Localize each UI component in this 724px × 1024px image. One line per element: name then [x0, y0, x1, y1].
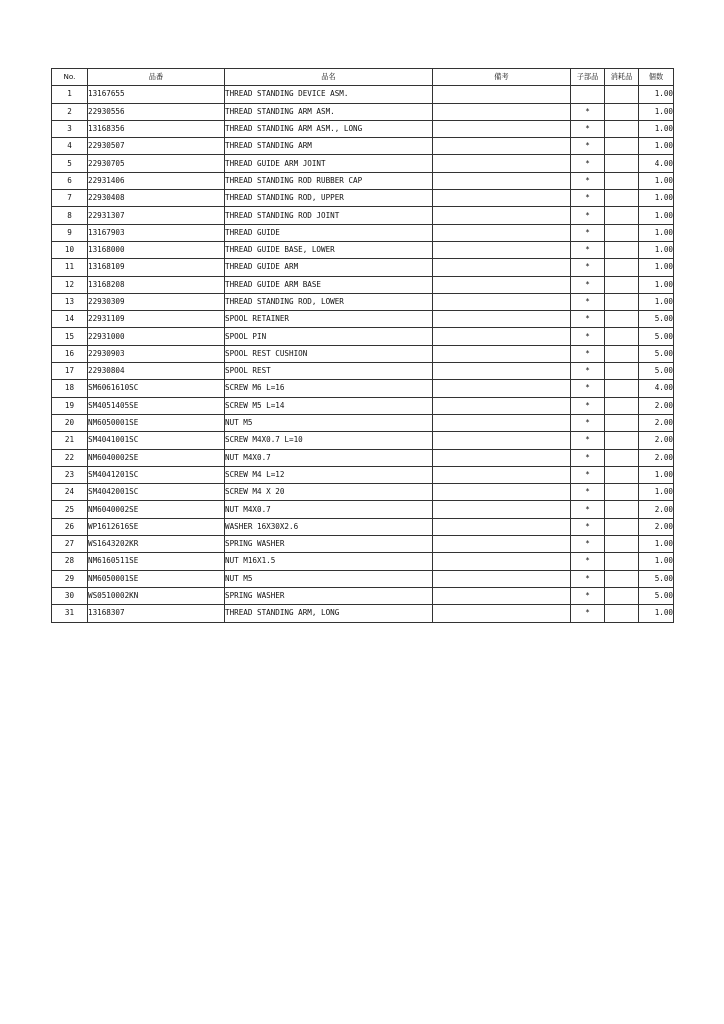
table-row — [52, 553, 674, 570]
remarks — [433, 536, 571, 553]
consumable-mark — [605, 380, 639, 397]
quantity: 1.00 — [639, 86, 674, 103]
part-name: SPOOL REST CUSHION — [225, 345, 433, 362]
row-number: 11 — [52, 259, 88, 276]
quantity: 2.00 — [639, 501, 674, 518]
row-number: 9 — [52, 224, 88, 241]
quantity: 1.00 — [639, 466, 674, 483]
quantity: 1.00 — [639, 190, 674, 207]
part-name: SCREW M4 L=12 — [225, 466, 433, 483]
row-number: 21 — [52, 432, 88, 449]
table-row — [52, 311, 674, 328]
table-row — [52, 259, 674, 276]
remarks — [433, 484, 571, 501]
consumable-mark — [605, 103, 639, 120]
part-code: SM4051405SE — [88, 397, 225, 414]
subpart-mark: * — [571, 224, 605, 241]
quantity: 1.00 — [639, 553, 674, 570]
remarks — [433, 241, 571, 258]
consumable-mark — [605, 414, 639, 431]
quantity: 2.00 — [639, 449, 674, 466]
consumable-mark — [605, 86, 639, 103]
quantity: 1.00 — [639, 276, 674, 293]
part-name: THREAD STANDING ARM — [225, 138, 433, 155]
part-name: THREAD GUIDE ARM JOINT — [225, 155, 433, 172]
consumable-mark — [605, 224, 639, 241]
consumable-mark — [605, 345, 639, 362]
row-number: 28 — [52, 553, 88, 570]
part-name: THREAD STANDING ROD, UPPER — [225, 190, 433, 207]
remarks — [433, 605, 571, 622]
subpart-mark: * — [571, 155, 605, 172]
row-number: 30 — [52, 587, 88, 604]
consumable-mark — [605, 466, 639, 483]
remarks — [433, 138, 571, 155]
subpart-mark: * — [571, 311, 605, 328]
consumable-mark — [605, 536, 639, 553]
quantity: 1.00 — [639, 484, 674, 501]
subpart-mark: * — [571, 466, 605, 483]
consumable-mark — [605, 120, 639, 137]
part-code: 22931109 — [88, 311, 225, 328]
part-code: 13168109 — [88, 259, 225, 276]
subpart-mark: * — [571, 380, 605, 397]
part-code: 22930507 — [88, 138, 225, 155]
part-name: THREAD GUIDE ARM — [225, 259, 433, 276]
part-name: SCREW M4 X 20 — [225, 484, 433, 501]
part-code: SM4042001SC — [88, 484, 225, 501]
table-body — [52, 86, 674, 622]
row-number: 23 — [52, 466, 88, 483]
consumable-mark — [605, 276, 639, 293]
quantity: 1.00 — [639, 241, 674, 258]
consumable-mark — [605, 138, 639, 155]
part-code: 13168356 — [88, 120, 225, 137]
part-name: SPRING WASHER — [225, 536, 433, 553]
header-subpart: 子部品 — [571, 69, 605, 86]
subpart-mark: * — [571, 276, 605, 293]
row-number: 3 — [52, 120, 88, 137]
row-number: 16 — [52, 345, 88, 362]
part-code: NM6050001SE — [88, 570, 225, 587]
consumable-mark — [605, 605, 639, 622]
remarks — [433, 224, 571, 241]
subpart-mark: * — [571, 397, 605, 414]
part-code: WP1612616SE — [88, 518, 225, 535]
consumable-mark — [605, 449, 639, 466]
consumable-mark — [605, 207, 639, 224]
quantity: 5.00 — [639, 570, 674, 587]
part-name: SPOOL PIN — [225, 328, 433, 345]
remarks — [433, 466, 571, 483]
quantity: 1.00 — [639, 536, 674, 553]
part-name: SPRING WASHER — [225, 587, 433, 604]
quantity: 5.00 — [639, 328, 674, 345]
row-number: 19 — [52, 397, 88, 414]
part-code: 22930903 — [88, 345, 225, 362]
part-name: THREAD STANDING ROD RUBBER CAP — [225, 172, 433, 189]
row-number: 8 — [52, 207, 88, 224]
table-row — [52, 518, 674, 535]
quantity: 1.00 — [639, 259, 674, 276]
subpart-mark — [571, 86, 605, 103]
table-row — [52, 605, 674, 622]
part-code: SM6061610SC — [88, 380, 225, 397]
row-number: 5 — [52, 155, 88, 172]
quantity: 1.00 — [639, 120, 674, 137]
quantity: 1.00 — [639, 138, 674, 155]
remarks — [433, 311, 571, 328]
subpart-mark: * — [571, 570, 605, 587]
part-code: 13168000 — [88, 241, 225, 258]
consumable-mark — [605, 397, 639, 414]
quantity: 1.00 — [639, 207, 674, 224]
part-name: SCREW M5 L=14 — [225, 397, 433, 414]
table-row — [52, 501, 674, 518]
table-row — [52, 432, 674, 449]
quantity: 5.00 — [639, 363, 674, 380]
row-number: 4 — [52, 138, 88, 155]
table-row — [52, 293, 674, 310]
part-code: 22931406 — [88, 172, 225, 189]
row-number: 7 — [52, 190, 88, 207]
part-code: SM4041201SC — [88, 466, 225, 483]
part-name: THREAD STANDING DEVICE ASM. — [225, 86, 433, 103]
part-code: 22930804 — [88, 363, 225, 380]
row-number: 2 — [52, 103, 88, 120]
table-row — [52, 86, 674, 103]
header-consumable: 消耗品 — [605, 69, 639, 86]
remarks — [433, 449, 571, 466]
table-row — [52, 120, 674, 137]
table-row — [52, 328, 674, 345]
part-code: 22931307 — [88, 207, 225, 224]
row-number: 12 — [52, 276, 88, 293]
table-row — [52, 207, 674, 224]
consumable-mark — [605, 553, 639, 570]
row-number: 25 — [52, 501, 88, 518]
consumable-mark — [605, 518, 639, 535]
quantity: 2.00 — [639, 432, 674, 449]
consumable-mark — [605, 363, 639, 380]
consumable-mark — [605, 311, 639, 328]
part-code: 13168307 — [88, 605, 225, 622]
header-quantity: 個数 — [639, 69, 674, 86]
subpart-mark: * — [571, 172, 605, 189]
subpart-mark: * — [571, 120, 605, 137]
table-row — [52, 380, 674, 397]
row-number: 17 — [52, 363, 88, 380]
remarks — [433, 432, 571, 449]
table-row — [52, 155, 674, 172]
remarks — [433, 103, 571, 120]
part-code: 22930408 — [88, 190, 225, 207]
part-name: NUT M16X1.5 — [225, 553, 433, 570]
subpart-mark: * — [571, 449, 605, 466]
subpart-mark: * — [571, 363, 605, 380]
quantity: 1.00 — [639, 172, 674, 189]
consumable-mark — [605, 570, 639, 587]
remarks — [433, 397, 571, 414]
quantity: 5.00 — [639, 345, 674, 362]
subpart-mark: * — [571, 293, 605, 310]
part-code: NM6160511SE — [88, 553, 225, 570]
part-code: 13167903 — [88, 224, 225, 241]
subpart-mark: * — [571, 190, 605, 207]
subpart-mark: * — [571, 328, 605, 345]
table-row — [52, 138, 674, 155]
subpart-mark: * — [571, 241, 605, 258]
consumable-mark — [605, 172, 639, 189]
table-row — [52, 587, 674, 604]
part-name: THREAD GUIDE — [225, 224, 433, 241]
remarks — [433, 587, 571, 604]
remarks — [433, 86, 571, 103]
consumable-mark — [605, 328, 639, 345]
row-number: 10 — [52, 241, 88, 258]
part-code: WS0510002KN — [88, 587, 225, 604]
quantity: 5.00 — [639, 587, 674, 604]
remarks — [433, 172, 571, 189]
consumable-mark — [605, 155, 639, 172]
table-row — [52, 190, 674, 207]
row-number: 13 — [52, 293, 88, 310]
quantity: 2.00 — [639, 397, 674, 414]
quantity: 2.00 — [639, 518, 674, 535]
part-code: 13168208 — [88, 276, 225, 293]
subpart-mark: * — [571, 259, 605, 276]
quantity: 5.00 — [639, 311, 674, 328]
remarks — [433, 276, 571, 293]
part-name: THREAD STANDING ROD JOINT — [225, 207, 433, 224]
table-row — [52, 363, 674, 380]
row-number: 22 — [52, 449, 88, 466]
remarks — [433, 328, 571, 345]
part-code: NM6040002SE — [88, 501, 225, 518]
subpart-mark: * — [571, 138, 605, 155]
part-name: SPOOL REST — [225, 363, 433, 380]
quantity: 1.00 — [639, 293, 674, 310]
row-number: 26 — [52, 518, 88, 535]
consumable-mark — [605, 484, 639, 501]
parts-list-table — [51, 68, 674, 623]
part-name: THREAD STANDING ARM ASM., LONG — [225, 120, 433, 137]
remarks — [433, 518, 571, 535]
remarks — [433, 259, 571, 276]
table-row — [52, 570, 674, 587]
table-row — [52, 414, 674, 431]
row-number: 24 — [52, 484, 88, 501]
table-row — [52, 224, 674, 241]
part-name: NUT M5 — [225, 414, 433, 431]
table-header-row — [52, 69, 674, 86]
row-number: 20 — [52, 414, 88, 431]
consumable-mark — [605, 501, 639, 518]
remarks — [433, 501, 571, 518]
row-number: 27 — [52, 536, 88, 553]
part-code: NM6040002SE — [88, 449, 225, 466]
remarks — [433, 345, 571, 362]
table-row — [52, 466, 674, 483]
quantity: 1.00 — [639, 605, 674, 622]
row-number: 31 — [52, 605, 88, 622]
part-name: THREAD STANDING ARM, LONG — [225, 605, 433, 622]
part-name: NUT M4X0.7 — [225, 501, 433, 518]
table-row — [52, 103, 674, 120]
table-row — [52, 484, 674, 501]
part-name: THREAD GUIDE ARM BASE — [225, 276, 433, 293]
remarks — [433, 190, 571, 207]
subpart-mark: * — [571, 484, 605, 501]
subpart-mark: * — [571, 518, 605, 535]
subpart-mark: * — [571, 553, 605, 570]
table-row — [52, 172, 674, 189]
table-row — [52, 449, 674, 466]
subpart-mark: * — [571, 587, 605, 604]
consumable-mark — [605, 432, 639, 449]
part-name: WASHER 16X30X2.6 — [225, 518, 433, 535]
quantity: 4.00 — [639, 380, 674, 397]
quantity: 1.00 — [639, 224, 674, 241]
quantity: 1.00 — [639, 103, 674, 120]
consumable-mark — [605, 587, 639, 604]
consumable-mark — [605, 259, 639, 276]
table-row — [52, 397, 674, 414]
subpart-mark: * — [571, 501, 605, 518]
table-row — [52, 241, 674, 258]
row-number: 1 — [52, 86, 88, 103]
table-row — [52, 536, 674, 553]
subpart-mark: * — [571, 536, 605, 553]
row-number: 6 — [52, 172, 88, 189]
remarks — [433, 570, 571, 587]
subpart-mark: * — [571, 414, 605, 431]
table-row — [52, 345, 674, 362]
subpart-mark: * — [571, 103, 605, 120]
part-name: SCREW M6 L=16 — [225, 380, 433, 397]
row-number: 18 — [52, 380, 88, 397]
part-code: 22930556 — [88, 103, 225, 120]
header-part-name: 品名 — [225, 69, 433, 86]
remarks — [433, 380, 571, 397]
row-number: 14 — [52, 311, 88, 328]
consumable-mark — [605, 241, 639, 258]
remarks — [433, 553, 571, 570]
row-number: 15 — [52, 328, 88, 345]
part-code: WS1643202KR — [88, 536, 225, 553]
remarks — [433, 207, 571, 224]
part-code: SM4041001SC — [88, 432, 225, 449]
remarks — [433, 120, 571, 137]
remarks — [433, 293, 571, 310]
remarks — [433, 414, 571, 431]
table-row — [52, 276, 674, 293]
consumable-mark — [605, 293, 639, 310]
consumable-mark — [605, 190, 639, 207]
part-code: 22930309 — [88, 293, 225, 310]
subpart-mark: * — [571, 432, 605, 449]
quantity: 4.00 — [639, 155, 674, 172]
part-name: SPOOL RETAINER — [225, 311, 433, 328]
part-name: NUT M4X0.7 — [225, 449, 433, 466]
part-name: NUT M5 — [225, 570, 433, 587]
part-code: 13167655 — [88, 86, 225, 103]
subpart-mark: * — [571, 207, 605, 224]
remarks — [433, 363, 571, 380]
subpart-mark: * — [571, 605, 605, 622]
header-no: No. — [52, 69, 88, 86]
part-code: 22930705 — [88, 155, 225, 172]
remarks — [433, 155, 571, 172]
quantity: 2.00 — [639, 414, 674, 431]
subpart-mark: * — [571, 345, 605, 362]
part-name: THREAD GUIDE BASE, LOWER — [225, 241, 433, 258]
part-name: THREAD STANDING ROD, LOWER — [225, 293, 433, 310]
header-part-code: 品番 — [88, 69, 225, 86]
part-code: 22931000 — [88, 328, 225, 345]
header-remarks: 備考 — [433, 69, 571, 86]
row-number: 29 — [52, 570, 88, 587]
part-code: NM6050001SE — [88, 414, 225, 431]
part-name: SCREW M4X0.7 L=10 — [225, 432, 433, 449]
part-name: THREAD STANDING ARM ASM. — [225, 103, 433, 120]
